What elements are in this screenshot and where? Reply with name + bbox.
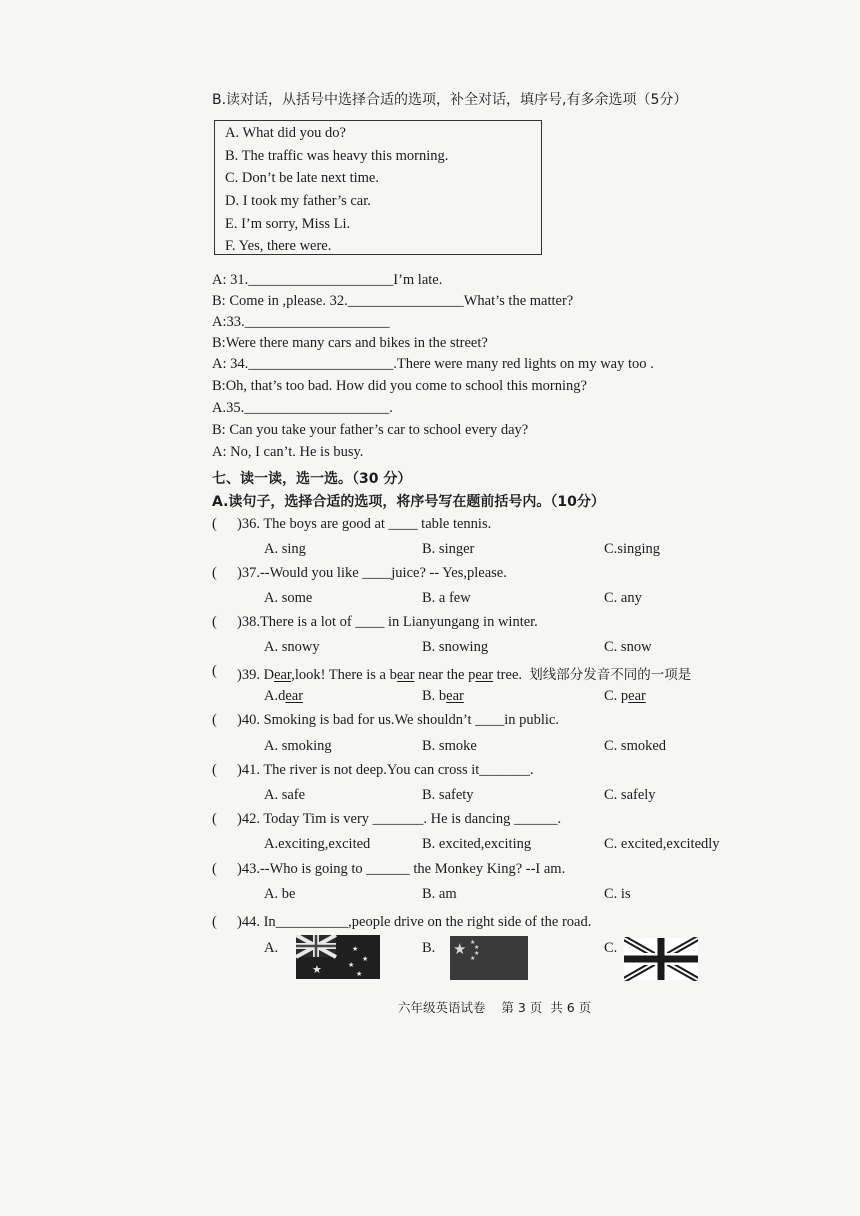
question-42: )42. Today Tim is very _______. He is dancing ______. [237,811,562,827]
section-b-title: B.读对话，从括号中选择合适的选项，补全对话，填序号,有多余选项（5分） [212,92,688,108]
answer-paren: ( [212,516,217,532]
q42-option-c: C. excited,excitedly [604,836,720,852]
q44-option-a: A. [264,940,279,956]
section-7-title: 七、读一读，选一选。（30 分） [212,471,412,487]
svg-text:★: ★ [470,955,476,962]
svg-text:★: ★ [474,944,480,951]
china-flag-icon [450,936,528,980]
svg-text:★: ★ [356,970,363,978]
australia-flag-icon [296,935,380,979]
answer-paren: ( [212,565,217,581]
section-7a-title: A.读句子，选择合适的选项，将序号写在题前括号内。（10分） [212,494,605,510]
answer-paren: ( [212,811,217,827]
q40-option-c: C. smoked [604,738,667,754]
dialogue-line: A: 31.____________________I’m late. [212,272,443,288]
question-39: )39. Dear,look! There is a bear near the pear tree. 划线部分发音不同的一项是 [237,667,692,683]
svg-text:★: ★ [348,961,355,969]
q39-option-b: B. bear [422,688,464,704]
q41-option-a: A. safe [264,787,306,803]
q42-option-b: B. excited,exciting [422,836,532,852]
q36-option-a: A. sing [264,541,306,557]
q38-option-a: A. snowy [264,639,320,655]
q44-option-b: B. [422,940,436,956]
q37-option-c: C. any [604,590,642,606]
q38-option-c: C. snow [604,639,652,655]
option-e: E. I’m sorry, Miss Li. [225,216,351,232]
dialogue-line: A:33.____________________ [212,314,390,330]
q37-option-b: B. a few [422,590,471,606]
svg-text:★: ★ [474,950,480,957]
page-footer: 六年级英语试卷 第 3 页 共 6 页 [398,1000,592,1015]
q41-option-b: B. safety [422,787,474,803]
uk-flag-icon [624,937,698,981]
answer-paren: ( [212,914,217,930]
answer-paren: ( [212,762,217,778]
svg-text:★: ★ [362,955,369,963]
svg-text:★: ★ [453,940,467,958]
question-38: )38.There is a lot of ____ in Lianyungang in winter. [237,614,538,630]
question-40: )40. Smoking is bad for us.We shouldn’t ____in public. [237,712,559,728]
option-f: F. Yes, there were. [225,238,332,254]
dialogue-line: B: Can you take your father’s car to school every day? [212,422,529,438]
q41-option-c: C. safely [604,787,656,803]
question-43: )43.--Who is going to ______ the Monkey King? --I am. [237,861,566,877]
dialogue-line: A: No, I can’t. He is busy. [212,444,364,460]
q37-option-a: A. some [264,590,313,606]
answer-paren: ( [212,861,217,877]
option-d: D. I took my father’s car. [225,193,371,209]
question-37: )37.--Would you like ____juice? -- Yes,please. [237,565,507,581]
q43-option-a: A. be [264,886,296,902]
dialogue-line: B: Come in ,please. 32.________________What’s the matter? [212,293,574,309]
dialogue-line: A.35.____________________. [212,400,393,416]
answer-paren: ( [212,663,217,679]
option-b: B. The traffic was heavy this morning. [225,148,449,164]
answer-paren: ( [212,614,217,630]
q44-option-c: C. [604,940,618,956]
q40-option-a: A. smoking [264,738,332,754]
q42-option-a: A.exciting,excited [264,836,371,852]
q36-option-c: C.singing [604,541,660,557]
q36-option-b: B. singer [422,541,475,557]
q38-option-b: B. snowing [422,639,489,655]
question-41: )41. The river is not deep.You can cross it_______. [237,762,534,778]
dialogue-line: B:Were there many cars and bikes in the street? [212,335,488,351]
dialogue-line: A: 34.____________________.There were many red lights on my way too . [212,356,654,372]
option-a: A. What did you do? [225,125,346,141]
dialogue-line: B:Oh, that’s too bad. How did you come to school this morning? [212,378,587,394]
svg-text:★: ★ [352,945,359,953]
option-c: C. Don’t be late next time. [225,170,379,186]
svg-text:★: ★ [470,939,476,946]
q39-option-a: A.dear [264,688,304,704]
question-44: )44. In__________,people drive on the right side of the road. [237,914,592,930]
answer-paren: ( [212,712,217,728]
options-box [214,120,542,255]
svg-text:★: ★ [312,963,322,976]
q43-option-b: B. am [422,886,457,902]
question-36: )36. The boys are good at ____ table tennis. [237,516,492,532]
q40-option-b: B. smoke [422,738,477,754]
q39-option-c: C. pear [604,688,646,704]
q43-option-c: C. is [604,886,631,902]
